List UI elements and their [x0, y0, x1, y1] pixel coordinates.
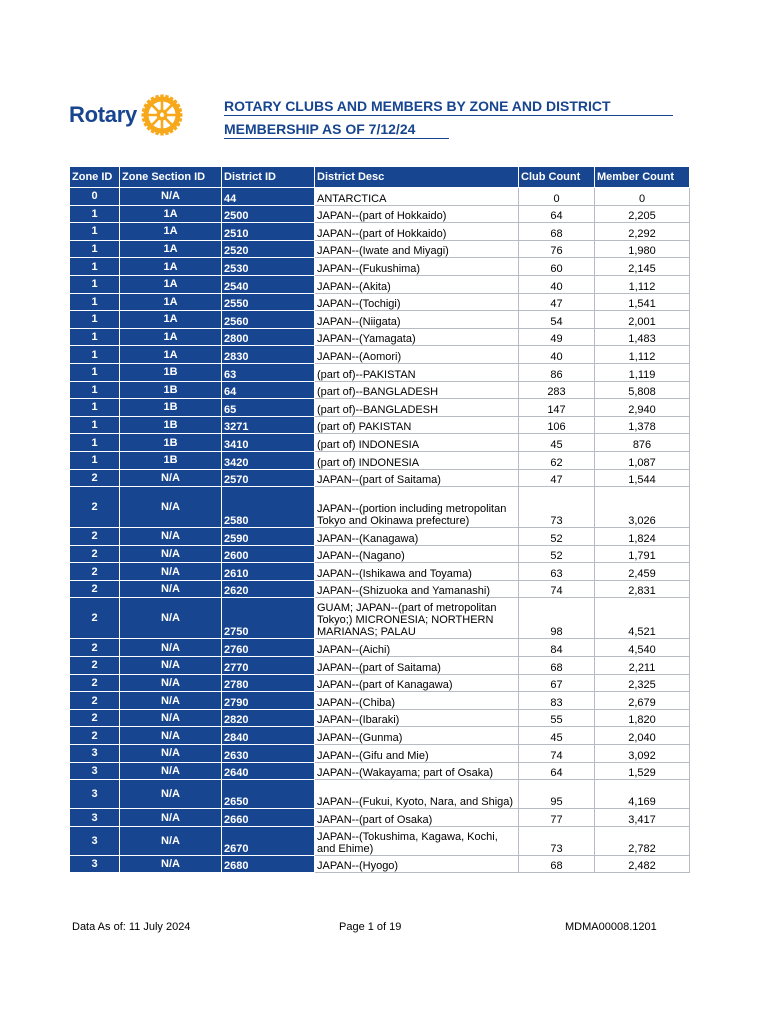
member-count-cell: 2,940	[595, 399, 690, 417]
district-desc-cell: (part of) INDONESIA	[315, 451, 519, 469]
district-desc-cell: JAPAN--(Fukushima)	[315, 258, 519, 276]
zone-section-cell: N/A	[120, 745, 222, 763]
club-count-cell: 63	[519, 563, 595, 581]
member-count-cell: 1,824	[595, 528, 690, 546]
district-id-cell: 2540	[222, 275, 315, 293]
logo-wordmark: Rotary	[69, 102, 137, 127]
zone-section-cell: N/A	[120, 780, 222, 809]
club-count-cell: 95	[519, 780, 595, 809]
table-row	[70, 293, 690, 311]
zone-section-cell: N/A	[120, 639, 222, 657]
club-count-cell: 84	[519, 639, 595, 657]
club-count-cell: 64	[519, 205, 595, 223]
table-row	[70, 855, 690, 873]
membership-table	[69, 166, 690, 873]
table-row	[70, 598, 690, 639]
table-row	[70, 240, 690, 258]
district-desc-cell: JAPAN--(Ibaraki)	[315, 709, 519, 727]
club-count-cell: 49	[519, 328, 595, 346]
district-desc-cell: (part of)--PAKISTAN	[315, 363, 519, 381]
district-id-cell: 2560	[222, 311, 315, 329]
member-count-cell: 1,791	[595, 545, 690, 563]
member-count-cell: 3,417	[595, 809, 690, 827]
table-row	[70, 487, 690, 528]
table-row	[70, 275, 690, 293]
club-count-cell: 283	[519, 381, 595, 399]
club-count-cell: 52	[519, 545, 595, 563]
district-id-cell: 3271	[222, 416, 315, 434]
zone-id-cell: 1	[70, 416, 120, 434]
club-count-cell: 40	[519, 346, 595, 364]
zone-section-cell: 1B	[120, 363, 222, 381]
table-row	[70, 545, 690, 563]
table-row	[70, 528, 690, 546]
club-count-cell: 68	[519, 223, 595, 241]
member-count-cell: 2,145	[595, 258, 690, 276]
zone-id-cell: 3	[70, 762, 120, 780]
zone-section-cell: N/A	[120, 692, 222, 710]
district-id-cell: 2550	[222, 293, 315, 311]
member-count-cell: 5,808	[595, 381, 690, 399]
district-desc-cell: JAPAN--(part of Saitama)	[315, 469, 519, 487]
district-desc-cell: JAPAN--(Gunma)	[315, 727, 519, 745]
club-count-cell: 86	[519, 363, 595, 381]
zone-section-cell: N/A	[120, 487, 222, 528]
zone-section-cell: 1A	[120, 223, 222, 241]
district-desc-cell: JAPAN--(part of Osaka)	[315, 809, 519, 827]
zone-id-cell: 1	[70, 205, 120, 223]
district-desc-cell: JAPAN--(part of Kanagawa)	[315, 674, 519, 692]
member-count-cell: 2,040	[595, 727, 690, 745]
table-row	[70, 563, 690, 581]
zone-id-cell: 1	[70, 381, 120, 399]
member-count-cell: 1,980	[595, 240, 690, 258]
table-row	[70, 709, 690, 727]
district-id-cell: 2840	[222, 727, 315, 745]
district-desc-cell: JAPAN--(part of Hokkaido)	[315, 205, 519, 223]
member-count-cell: 1,541	[595, 293, 690, 311]
member-count-cell: 1,483	[595, 328, 690, 346]
club-count-cell: 54	[519, 311, 595, 329]
zone-id-cell: 2	[70, 639, 120, 657]
zone-section-cell: 1B	[120, 399, 222, 417]
table-row	[70, 399, 690, 417]
district-id-cell: 2500	[222, 205, 315, 223]
zone-id-cell: 2	[70, 563, 120, 581]
club-count-cell: 68	[519, 657, 595, 675]
club-count-cell: 147	[519, 399, 595, 417]
table-row	[70, 205, 690, 223]
document-id: MDMA00008.1201	[565, 921, 657, 933]
zone-section-cell: N/A	[120, 674, 222, 692]
member-count-cell: 2,292	[595, 223, 690, 241]
table-row	[70, 311, 690, 329]
club-count-cell: 83	[519, 692, 595, 710]
district-desc-cell: ANTARCTICA	[315, 188, 519, 206]
district-desc-cell: JAPAN--(Shizuoka and Yamanashi)	[315, 580, 519, 598]
table-row	[70, 258, 690, 276]
table-row	[70, 363, 690, 381]
district-desc-cell: JAPAN--(part of Hokkaido)	[315, 223, 519, 241]
table-row	[70, 328, 690, 346]
member-count-cell: 2,482	[595, 855, 690, 873]
zone-id-cell: 2	[70, 709, 120, 727]
district-desc-cell: JAPAN--(Gifu and Mie)	[315, 745, 519, 763]
district-id-cell: 2600	[222, 545, 315, 563]
district-id-cell: 2760	[222, 639, 315, 657]
member-count-cell: 2,001	[595, 311, 690, 329]
table-row	[70, 188, 690, 206]
district-id-cell: 2820	[222, 709, 315, 727]
club-count-cell: 47	[519, 293, 595, 311]
district-id-cell: 3410	[222, 434, 315, 452]
zone-section-cell: N/A	[120, 809, 222, 827]
member-count-cell: 3,092	[595, 745, 690, 763]
club-count-cell: 77	[519, 809, 595, 827]
table-row	[70, 745, 690, 763]
zone-id-cell: 1	[70, 328, 120, 346]
zone-section-cell: N/A	[120, 826, 222, 855]
club-count-cell: 40	[519, 275, 595, 293]
district-id-cell: 2620	[222, 580, 315, 598]
table-row	[70, 381, 690, 399]
district-desc-cell: JAPAN--(Wakayama; part of Osaka)	[315, 762, 519, 780]
zone-id-cell: 2	[70, 598, 120, 639]
district-id-cell: 2610	[222, 563, 315, 581]
zone-id-cell: 3	[70, 855, 120, 873]
district-desc-cell: (part of) PAKISTAN	[315, 416, 519, 434]
member-count-cell: 1,112	[595, 346, 690, 364]
zone-section-cell: N/A	[120, 188, 222, 206]
zone-section-cell: 1B	[120, 381, 222, 399]
district-desc-cell: JAPAN--(Yamagata)	[315, 328, 519, 346]
district-id-cell: 2660	[222, 809, 315, 827]
district-id-cell: 2750	[222, 598, 315, 639]
table-row	[70, 434, 690, 452]
district-id-cell: 2590	[222, 528, 315, 546]
zone-section-cell: N/A	[120, 580, 222, 598]
district-id-cell: 2580	[222, 487, 315, 528]
zone-id-cell: 3	[70, 809, 120, 827]
table-row	[70, 451, 690, 469]
club-count-cell: 73	[519, 826, 595, 855]
column-header: District ID	[222, 167, 315, 188]
member-count-cell: 1,820	[595, 709, 690, 727]
district-desc-cell: JAPAN--(Iwate and Miyagi)	[315, 240, 519, 258]
zone-id-cell: 1	[70, 363, 120, 381]
zone-section-cell: 1B	[120, 416, 222, 434]
district-id-cell: 2780	[222, 674, 315, 692]
member-count-cell: 2,459	[595, 563, 690, 581]
table-row	[70, 674, 690, 692]
district-desc-cell: JAPAN--(Chiba)	[315, 692, 519, 710]
table-row	[70, 416, 690, 434]
zone-section-cell: N/A	[120, 762, 222, 780]
district-id-cell: 2670	[222, 826, 315, 855]
zone-id-cell: 2	[70, 657, 120, 675]
table-row	[70, 657, 690, 675]
club-count-cell: 106	[519, 416, 595, 434]
column-header: Zone Section ID	[120, 167, 222, 188]
zone-id-cell: 2	[70, 528, 120, 546]
zone-section-cell: N/A	[120, 657, 222, 675]
club-count-cell: 60	[519, 258, 595, 276]
club-count-cell: 67	[519, 674, 595, 692]
district-id-cell: 65	[222, 399, 315, 417]
member-count-cell: 3,026	[595, 487, 690, 528]
district-desc-cell: JAPAN--(portion including metropolitan Tokyo and Okinawa prefecture)	[315, 487, 519, 528]
zone-section-cell: 1A	[120, 275, 222, 293]
club-count-cell: 45	[519, 727, 595, 745]
zone-section-cell: 1A	[120, 311, 222, 329]
member-count-cell: 2,782	[595, 826, 690, 855]
zone-id-cell: 3	[70, 745, 120, 763]
district-id-cell: 2520	[222, 240, 315, 258]
member-count-cell: 1,544	[595, 469, 690, 487]
district-id-cell: 3420	[222, 451, 315, 469]
district-desc-cell: JAPAN--(Tokushima, Kagawa, Kochi, and Ehime)	[315, 826, 519, 855]
zone-section-cell: 1B	[120, 451, 222, 469]
zone-section-cell: N/A	[120, 598, 222, 639]
table-row	[70, 762, 690, 780]
district-id-cell: 2680	[222, 855, 315, 873]
zone-id-cell: 1	[70, 346, 120, 364]
district-id-cell: 63	[222, 363, 315, 381]
club-count-cell: 76	[519, 240, 595, 258]
member-count-cell: 4,540	[595, 639, 690, 657]
club-count-cell: 47	[519, 469, 595, 487]
member-count-cell: 1,112	[595, 275, 690, 293]
club-count-cell: 0	[519, 188, 595, 206]
table-row	[70, 580, 690, 598]
zone-id-cell: 2	[70, 487, 120, 528]
zone-section-cell: N/A	[120, 709, 222, 727]
district-id-cell: 44	[222, 188, 315, 206]
table-row	[70, 727, 690, 745]
district-desc-cell: JAPAN--(Aomori)	[315, 346, 519, 364]
zone-section-cell: 1A	[120, 293, 222, 311]
district-desc-cell: JAPAN--(Aichi)	[315, 639, 519, 657]
zone-id-cell: 1	[70, 240, 120, 258]
zone-id-cell: 1	[70, 275, 120, 293]
district-desc-cell: JAPAN--(Nagano)	[315, 545, 519, 563]
zone-id-cell: 1	[70, 293, 120, 311]
zone-id-cell: 3	[70, 826, 120, 855]
member-count-cell: 2,211	[595, 657, 690, 675]
member-count-cell: 0	[595, 188, 690, 206]
member-count-cell: 4,521	[595, 598, 690, 639]
column-header: Member Count	[595, 167, 690, 188]
district-desc-cell: (part of) INDONESIA	[315, 434, 519, 452]
zone-section-cell: N/A	[120, 469, 222, 487]
data-as-of: Data As of: 11 July 2024	[72, 921, 191, 933]
member-count-cell: 2,205	[595, 205, 690, 223]
district-id-cell: 64	[222, 381, 315, 399]
district-desc-cell: JAPAN--(Akita)	[315, 275, 519, 293]
zone-id-cell: 2	[70, 469, 120, 487]
club-count-cell: 64	[519, 762, 595, 780]
zone-id-cell: 1	[70, 399, 120, 417]
district-id-cell: 2510	[222, 223, 315, 241]
member-count-cell: 1,378	[595, 416, 690, 434]
district-id-cell: 2770	[222, 657, 315, 675]
district-desc-cell: JAPAN--(Kanagawa)	[315, 528, 519, 546]
zone-section-cell: 1A	[120, 205, 222, 223]
club-count-cell: 74	[519, 745, 595, 763]
club-count-cell: 55	[519, 709, 595, 727]
club-count-cell: 74	[519, 580, 595, 598]
zone-id-cell: 1	[70, 451, 120, 469]
table-row	[70, 223, 690, 241]
table-body	[70, 188, 690, 873]
member-count-cell: 4,169	[595, 780, 690, 809]
district-id-cell: 2530	[222, 258, 315, 276]
district-id-cell: 2800	[222, 328, 315, 346]
zone-id-cell: 1	[70, 223, 120, 241]
member-count-cell: 2,831	[595, 580, 690, 598]
district-id-cell: 2630	[222, 745, 315, 763]
table-row	[70, 639, 690, 657]
zone-id-cell: 1	[70, 311, 120, 329]
table-row	[70, 826, 690, 855]
table-header-row	[70, 167, 690, 188]
district-id-cell: 2570	[222, 469, 315, 487]
club-count-cell: 98	[519, 598, 595, 639]
zone-section-cell: N/A	[120, 563, 222, 581]
district-desc-cell: GUAM; JAPAN--(part of metropolitan Tokyo;) MICRONESIA; NORTHERN MARIANAS; PALAU	[315, 598, 519, 639]
zone-section-cell: 1A	[120, 328, 222, 346]
zone-section-cell: 1B	[120, 434, 222, 452]
district-desc-cell: JAPAN--(Niigata)	[315, 311, 519, 329]
member-count-cell: 876	[595, 434, 690, 452]
zone-id-cell: 3	[70, 780, 120, 809]
column-header: Club Count	[519, 167, 595, 188]
zone-id-cell: 1	[70, 434, 120, 452]
zone-id-cell: 2	[70, 727, 120, 745]
club-count-cell: 45	[519, 434, 595, 452]
member-count-cell: 2,325	[595, 674, 690, 692]
club-count-cell: 52	[519, 528, 595, 546]
zone-section-cell: N/A	[120, 727, 222, 745]
zone-id-cell: 1	[70, 258, 120, 276]
district-desc-cell: JAPAN--(Fukui, Kyoto, Nara, and Shiga)	[315, 780, 519, 809]
club-count-cell: 68	[519, 855, 595, 873]
district-id-cell: 2640	[222, 762, 315, 780]
report-subtitle: MEMBERSHIP AS OF 7/12/24	[224, 121, 449, 139]
table-row	[70, 692, 690, 710]
table-row	[70, 809, 690, 827]
district-desc-cell: (part of)--BANGLADESH	[315, 381, 519, 399]
rotary-logo	[69, 92, 184, 138]
table-row	[70, 469, 690, 487]
zone-id-cell: 0	[70, 188, 120, 206]
zone-section-cell: 1A	[120, 346, 222, 364]
column-header: District Desc	[315, 167, 519, 188]
zone-section-cell: 1A	[120, 240, 222, 258]
district-id-cell: 2650	[222, 780, 315, 809]
zone-section-cell: N/A	[120, 855, 222, 873]
zone-id-cell: 2	[70, 692, 120, 710]
club-count-cell: 73	[519, 487, 595, 528]
member-count-cell: 1,119	[595, 363, 690, 381]
zone-section-cell: N/A	[120, 528, 222, 546]
district-desc-cell: JAPAN--(Tochigi)	[315, 293, 519, 311]
member-count-cell: 1,087	[595, 451, 690, 469]
member-count-cell: 2,679	[595, 692, 690, 710]
page-number: Page 1 of 19	[339, 921, 402, 933]
district-desc-cell: JAPAN--(part of Saitama)	[315, 657, 519, 675]
district-desc-cell: JAPAN--(Ishikawa and Toyama)	[315, 563, 519, 581]
district-id-cell: 2830	[222, 346, 315, 364]
rotary-wheel-icon	[140, 93, 184, 137]
district-id-cell: 2790	[222, 692, 315, 710]
member-count-cell: 1,529	[595, 762, 690, 780]
zone-section-cell: N/A	[120, 545, 222, 563]
zone-section-cell: 1A	[120, 258, 222, 276]
zone-id-cell: 2	[70, 545, 120, 563]
table-row	[70, 346, 690, 364]
column-header: Zone ID	[70, 167, 120, 188]
zone-id-cell: 2	[70, 674, 120, 692]
report-title: ROTARY CLUBS AND MEMBERS BY ZONE AND DISTRICT	[224, 98, 673, 116]
zone-id-cell: 2	[70, 580, 120, 598]
club-count-cell: 62	[519, 451, 595, 469]
district-desc-cell: JAPAN--(Hyogo)	[315, 855, 519, 873]
district-desc-cell: (part of)--BANGLADESH	[315, 399, 519, 417]
table-row	[70, 780, 690, 809]
